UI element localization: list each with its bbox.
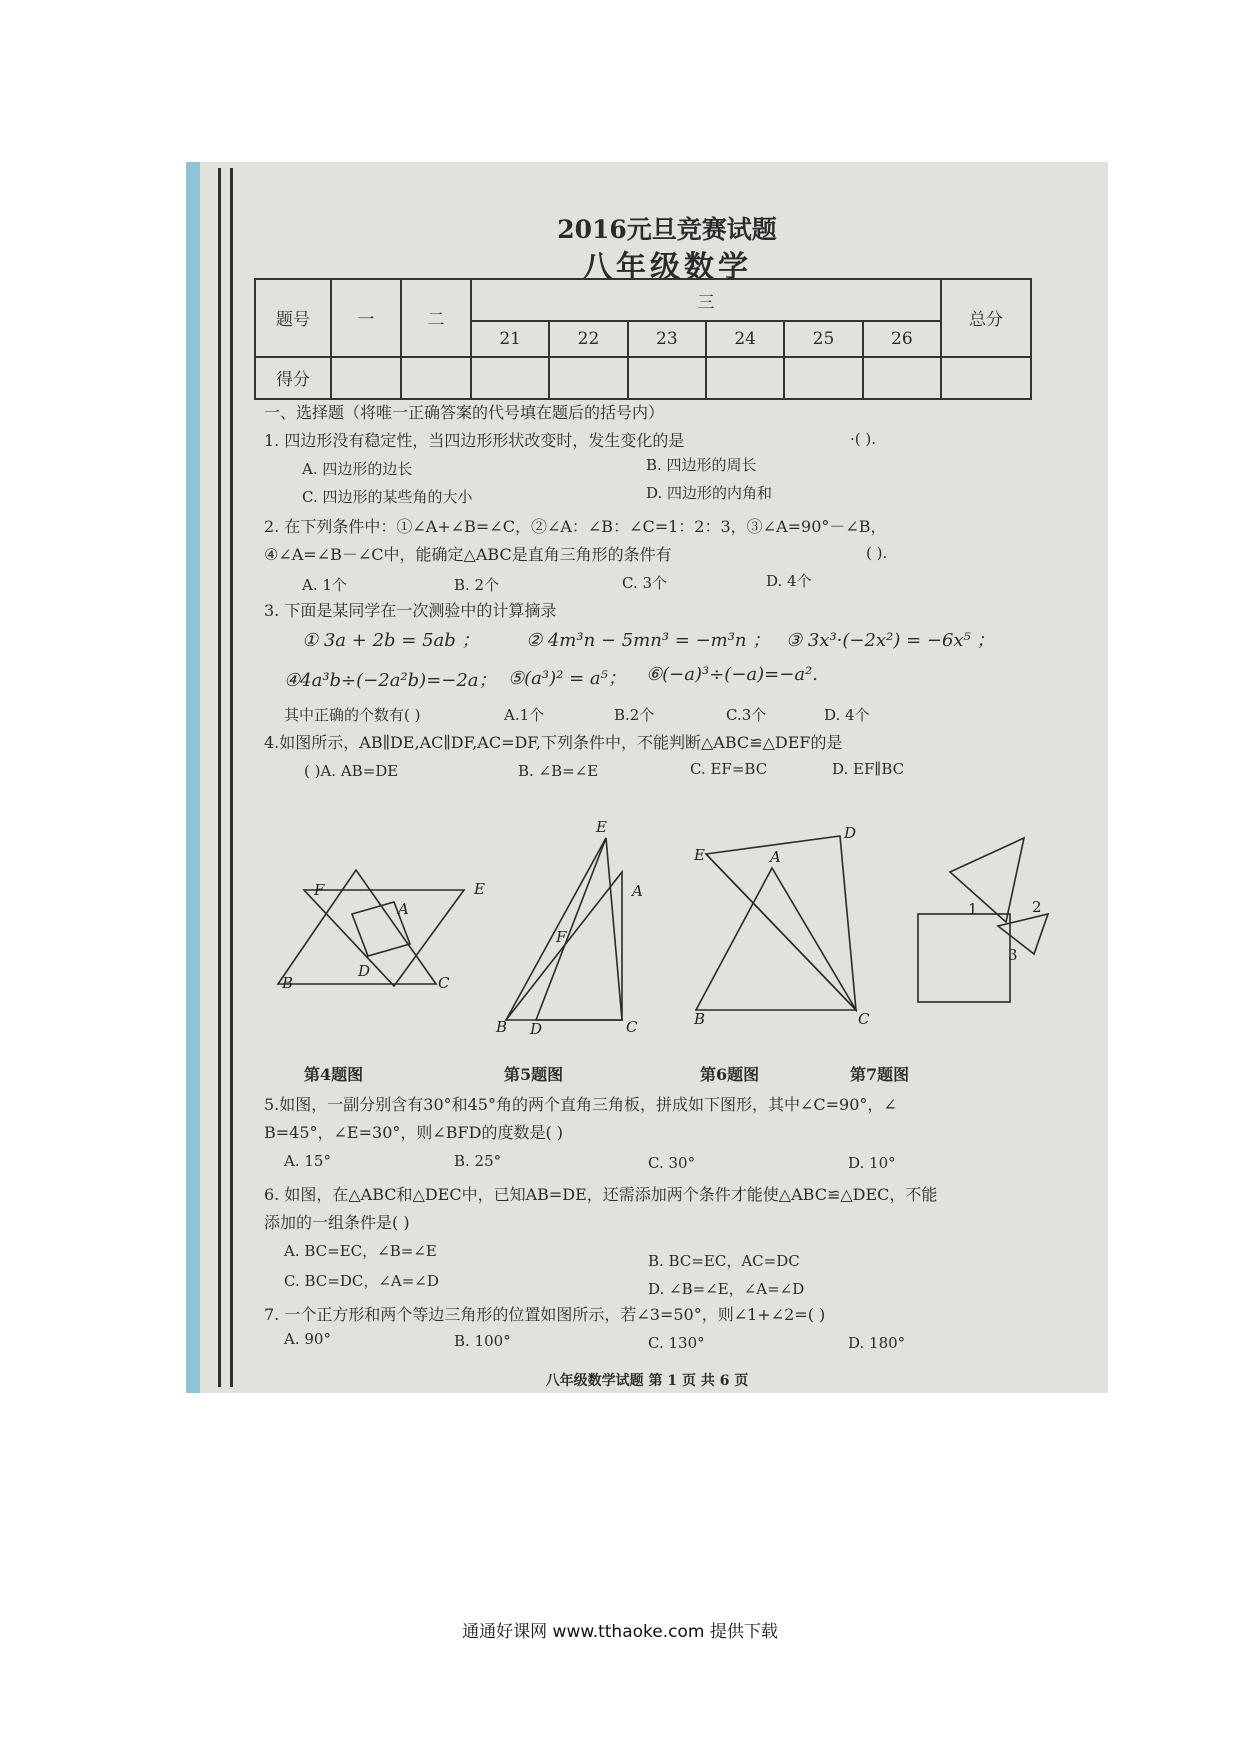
fig7-triangle-side [998, 914, 1048, 954]
q3-ask: 其中正确的个数有( ) [284, 706, 421, 724]
q3-option-b: B.2个 [614, 706, 655, 724]
fig7-square [918, 914, 1010, 1002]
q4-stem: 4.如图所示，AB∥DE,AC∥DF,AC=DF,下列条件中，不能判断△ABC≌△DEF的是 [264, 733, 843, 752]
q3-option-c: C.3个 [726, 706, 767, 724]
fig6-label-c: C [858, 1010, 870, 1028]
q1-stem: 1. 四边形没有稳定性，当四边形形状改变时，发生变化的是 [264, 431, 685, 450]
q3-expr-2: ② 4m³n − 5mn³ = −m³n ； [526, 630, 771, 651]
q1-option-a: A. 四边形的边长 [302, 460, 413, 478]
fig6-label-a: A [770, 848, 781, 866]
q3-expr-4: ④4a³b÷(−2a²b)=−2a； [284, 670, 497, 691]
header-section-1: 一 [331, 279, 401, 357]
q6-option-b: B. BC=EC，AC=DC [648, 1252, 800, 1270]
fig6-label-e: E [694, 846, 705, 864]
section-heading: 一、选择题（将唯一正确答案的代号填在题后的括号内） [264, 403, 665, 422]
exam-title: 2016元旦竞赛试题 [557, 215, 777, 244]
fig5-label-b: B [496, 1018, 508, 1036]
q6-stem: 6. 如图，在△ABC和△DEC中，已知AB=DE，还需添加两个条件才能使△ABC≌△DEC，不能 [264, 1185, 938, 1204]
fig6-line-ec [706, 854, 856, 1010]
q7-option-d: D. 180° [848, 1334, 906, 1352]
fig5-label-c: C [626, 1018, 638, 1036]
fig4-label-c: C [438, 974, 450, 992]
header-q25: 25 [784, 321, 862, 356]
q3-expr-6: ⑥(−a)³÷(−a)=−a². [646, 664, 818, 685]
q7-option-a: A. 90° [284, 1330, 331, 1348]
q4-option-c: C. EF=BC [690, 760, 768, 778]
q6-stem-cont: 添加的一组条件是( ) [264, 1213, 410, 1232]
fig7-label-2: 2 [1032, 898, 1042, 916]
q4-option-a: ( )A. AB=DE [304, 762, 399, 780]
q2-stem-cont: ④∠A=∠B－∠C中，能确定△ABC是直角三角形的条件有 [264, 545, 672, 564]
q1-option-c: C. 四边形的某些角的大小 [302, 488, 473, 506]
q6-option-d: D. ∠B=∠E，∠A=∠D [648, 1280, 805, 1298]
fig5-label-e: E [596, 818, 607, 836]
row-label-defen: 得分 [255, 357, 331, 399]
q3-stem: 3. 下面是某同学在一次测验中的计算摘录 [264, 601, 557, 620]
exam-subtitle: 八年级数学 [582, 250, 752, 285]
fig7-triangle-top [950, 838, 1024, 922]
fig6-triangle-abc [696, 868, 856, 1010]
q2-stem: 2. 在下列条件中：①∠A+∠B=∠C，②∠A：∠B：∠C=1：2：3，③∠A=90°－∠B， [264, 517, 887, 536]
fig5-label-f: F [556, 928, 567, 946]
fig5-label-a: A [632, 882, 643, 900]
q2-option-c: C. 3个 [622, 574, 668, 592]
fig5-label-d: D [530, 1020, 543, 1038]
q3-expr-1: ① 3a + 2b = 5ab ； [302, 630, 480, 651]
header-q21: 21 [471, 321, 549, 356]
fig4-label-d: D [358, 962, 371, 980]
fig5-caption: 第5题图 [504, 1065, 564, 1084]
download-credit: 通通好课网 www.tthaoke.com 提供下载 [462, 1622, 778, 1642]
fig4-label-f: F [314, 881, 325, 899]
fig7-label-1: 1 [968, 900, 978, 918]
q5-option-a: A. 15° [284, 1152, 331, 1170]
header-q24: 24 [706, 321, 784, 356]
q3-option-a: A.1个 [504, 706, 545, 724]
fig7-label-3: 3 [1008, 946, 1018, 964]
fig6-label-b: B [694, 1010, 706, 1028]
figure-7 [918, 838, 1048, 1002]
figure-4 [278, 870, 464, 986]
q3-option-d: D. 4个 [824, 706, 870, 724]
q7-stem: 7. 一个正方形和两个等边三角形的位置如图所示，若∠3=50°，则∠1+∠2=( ) [264, 1305, 826, 1324]
q1-bracket: ·( ). [850, 430, 877, 448]
q4-option-d: D. EF∥BC [832, 760, 905, 778]
q6-option-a: A. BC=EC，∠B=∠E [284, 1242, 437, 1260]
header-total: 总分 [941, 279, 1031, 357]
q7-option-b: B. 100° [454, 1332, 511, 1350]
fig4-label-e: E [474, 880, 485, 898]
q5-stem: 5.如图，一副分别含有30°和45°角的两个直角三角板，拼成如下图形，其中∠C=90°，∠ [264, 1095, 897, 1114]
fig4-caption: 第4题图 [304, 1065, 364, 1084]
q2-option-a: A. 1个 [302, 576, 347, 594]
page-footer: 八年级数学试题 第 1 页 共 6 页 [545, 1373, 749, 1389]
scanned-exam-photo [186, 162, 1108, 1393]
fig7-caption: 第7题图 [850, 1065, 910, 1084]
figures-svg [186, 162, 1108, 1393]
q5-stem-cont: B=45°，∠E=30°，则∠BFD的度数是( ) [264, 1123, 564, 1142]
q5-option-b: B. 25° [454, 1152, 502, 1170]
q2-option-d: D. 4个 [766, 572, 812, 590]
q5-option-c: C. 30° [648, 1154, 696, 1172]
q1-option-d: D. 四边形的内角和 [646, 484, 773, 502]
fig5-triangle-30 [536, 838, 622, 1020]
fig6-caption: 第6题图 [700, 1065, 760, 1084]
q1-option-b: B. 四边形的周长 [646, 456, 757, 474]
header-q23: 23 [628, 321, 706, 356]
fig4-label-a: A [398, 900, 409, 918]
q2-bracket: ( ). [866, 544, 888, 562]
q6-option-c: C. BC=DC，∠A=∠D [284, 1272, 439, 1290]
q2-option-b: B. 2个 [454, 576, 500, 594]
fig4-label-b: B [282, 974, 294, 992]
header-section-3: 三 [471, 279, 941, 321]
fig6-label-d: D [844, 824, 857, 842]
q7-option-c: C. 130° [648, 1334, 705, 1352]
header-section-2: 二 [401, 279, 471, 357]
header-q22: 22 [549, 321, 627, 356]
q4-option-b: B. ∠B=∠E [518, 762, 599, 780]
header-tihao: 题号 [255, 279, 331, 357]
header-q26: 26 [863, 321, 941, 356]
q5-option-d: D. 10° [848, 1154, 896, 1172]
q3-expr-5: ⑤(a³)² = a⁵； [508, 668, 626, 689]
fig6-triangle-dec [706, 836, 856, 1010]
q3-expr-3: ③ 3x³·(−2x²) = −6x⁵ ； [786, 630, 995, 651]
